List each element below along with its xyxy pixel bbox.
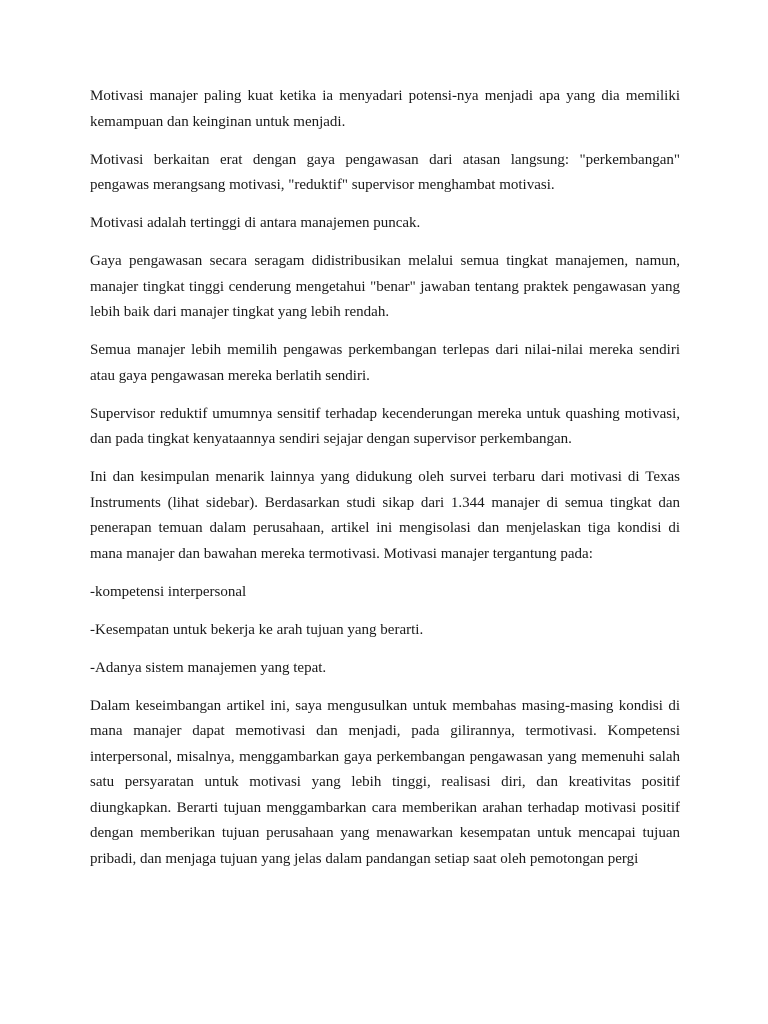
document-page <box>90 84 680 885</box>
paragraph-3: Motivasi adalah tertinggi di antara manajemen puncak. <box>90 215 421 231</box>
paragraph-6: Supervisor reduktif umumnya sensitif terhadap kecenderungan mereka untuk quashing motivasi, dan pada tingkat kenyataannya sendiri sejajar dengan supervisor perkembangan. <box>90 405 680 447</box>
paragraph-4: Gaya pengawasan secara seragam didistribusikan melalui semua tingkat manajemen, namun, manajer tingkat tinggi cenderung mengetahui "benar" jawaban tentang praktek pengawasan yang lebih baik dari manajer tingkat yang lebih rendah. <box>90 253 680 320</box>
list-item-2: -Kesempatan untuk bekerja ke arah tujuan yang berarti. <box>90 621 424 638</box>
paragraph-7: Ini dan kesimpulan menarik lainnya yang didukung oleh survei terbaru dari motivasi di Texas Instruments (lihat sidebar). Berdasarkan studi sikap dari 1.344 manajer di semua tingkat dan penerapan temuan dalam perusahaan, artikel ini mengisolasi dan menjelaskan tiga kondisi di mana manajer dan bawahan mereka termotivasi. Motivasi manajer tergantung pada: <box>90 469 680 562</box>
paragraph-2: Motivasi berkaitan erat dengan gaya pengawasan dari atasan langsung: "perkembangan" pengawas merangsang motivasi, "reduktif" supervisor menghambat motivasi. <box>90 151 680 193</box>
list-item-3: -Adanya sistem manajemen yang tepat. <box>90 659 327 676</box>
paragraph-8: Dalam keseimbangan artikel ini, saya mengusulkan untuk membahas masing-masing kondisi di mana manajer dapat memotivasi dan menjadi, pada gilirannya, termotivasi. Kompetensi interpersonal, misalnya, menggambarkan gaya perkembangan pengawasan yang memenuhi salah satu persyaratan untuk motivasi yang lebih tinggi, realisasi diri, dan kreativitas positif diungkapkan. Berarti tujuan menggambarkan cara memberikan arahan terhadap motivasi positif dengan memberikan tujuan perusahaan yang menawarkan kesempatan untuk mencapai tujuan pribadi, dan menjaga tujuan yang jelas dalam pandangan setiap saat oleh pemotongan pergi <box>90 697 680 867</box>
paragraph-1: Motivasi manajer paling kuat ketika ia menyadari potensi-nya menjadi apa yang dia memiliki kemampuan dan keinginan untuk menjadi. <box>90 88 680 130</box>
list-item-1: -kompetensi interpersonal <box>90 583 247 600</box>
paragraph-5: Semua manajer lebih memilih pengawas perkembangan terlepas dari nilai-nilai mereka sendiri atau gaya pengawasan mereka berlatih sendiri. <box>90 342 680 384</box>
